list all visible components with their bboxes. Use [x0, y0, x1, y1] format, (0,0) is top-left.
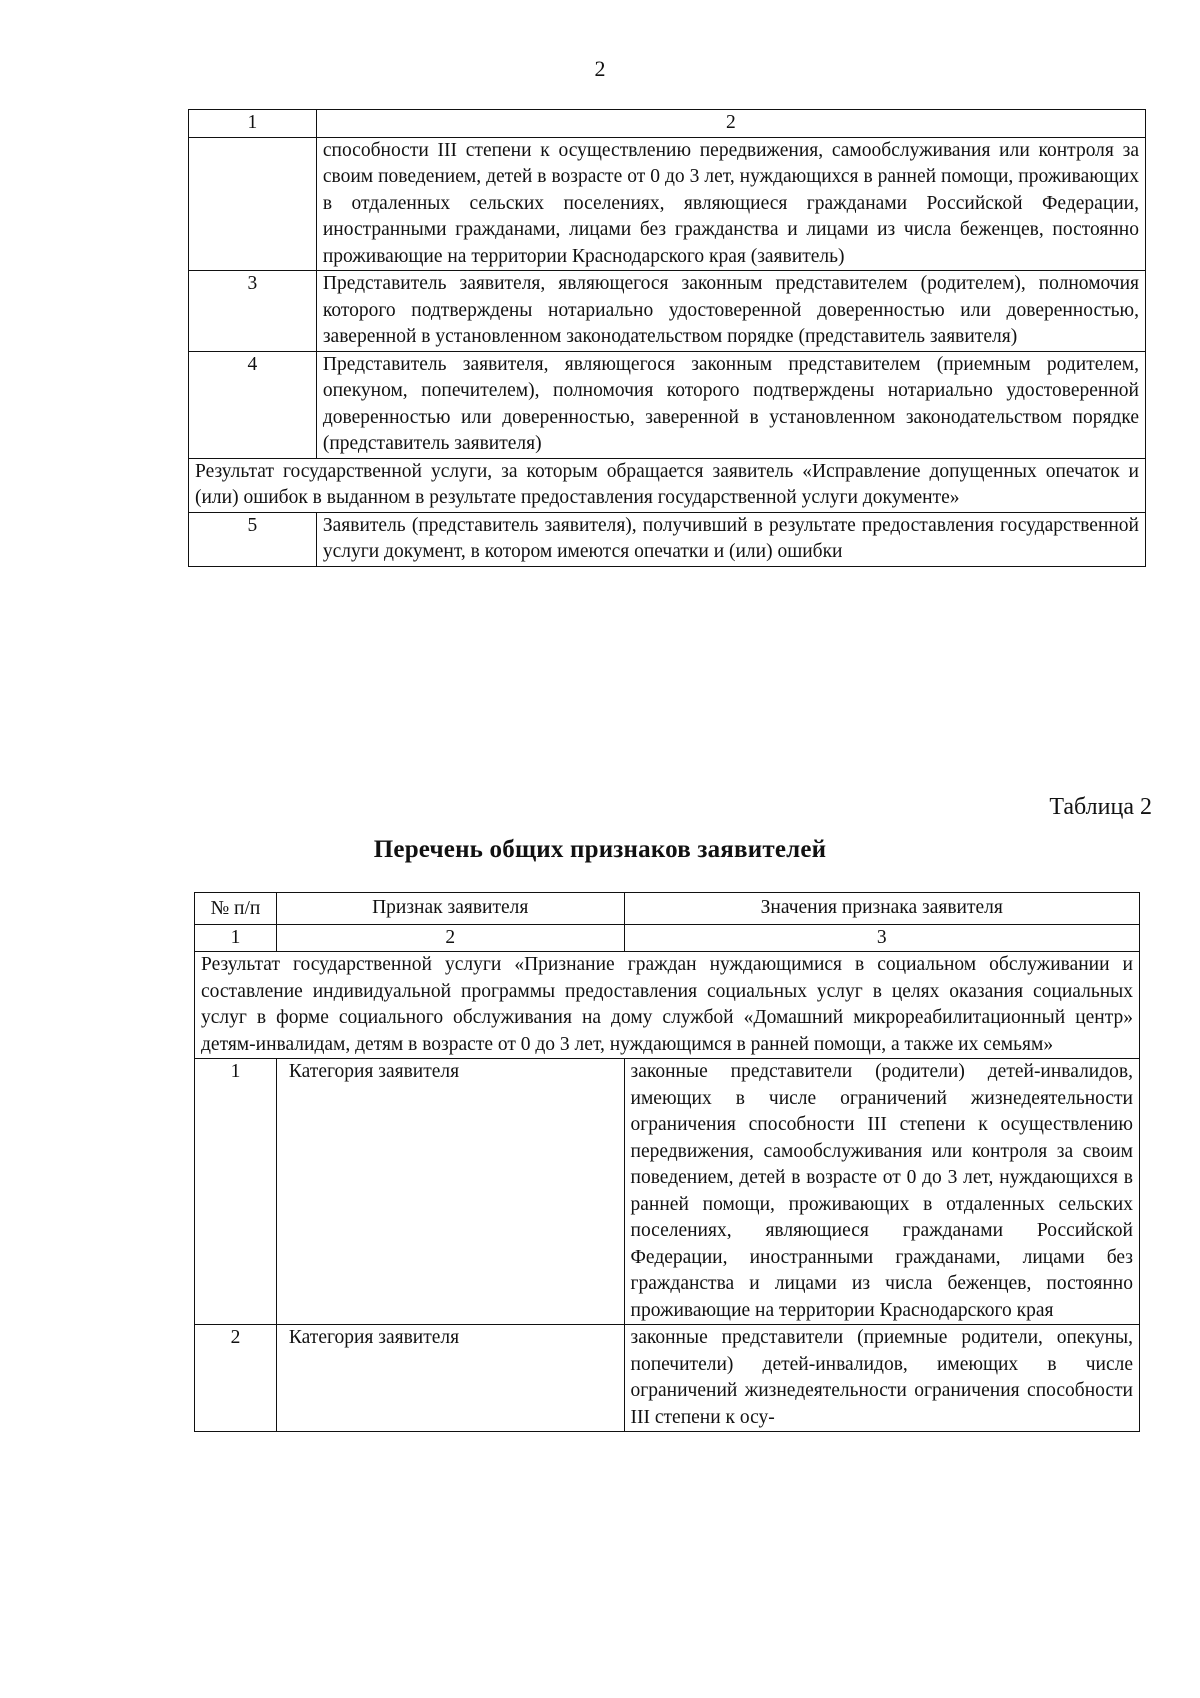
column-number-cell: 3 [624, 924, 1139, 952]
result-row [189, 458, 1146, 512]
applicant-features-table [194, 892, 1140, 1432]
table-row [195, 1059, 1140, 1325]
column-number-cell: 1 [195, 924, 277, 952]
applicants-table-continued [188, 109, 1146, 567]
result-row [195, 952, 1140, 1059]
row-number-cell: 3 [189, 271, 317, 352]
table-row [195, 1325, 1140, 1432]
table-column-numbers-row [195, 924, 1140, 952]
header-number-cell: № п/п [195, 893, 277, 925]
table-row [189, 271, 1146, 352]
result-text-cell: Результат государственной услуги «Признание граждан нуждающимися в социальном обслуживании и составление индивидуальной программы предоставления социальных услуг в целях оказания социальных услуг в форме социального обслуживания на дому службой «Домашний микрореабилитационный центр» детям-инвалидам, детям в возрасте от 0 до 3 лет, нуждающимся в ранней помощи, а также их семьям» [195, 952, 1140, 1059]
feature-cell: Категория заявителя [276, 1325, 624, 1432]
row-text-cell: Представитель заявителя, являющегося законным представителем (родителем), полномочия которого подтверждены нотариально удостоверенной доверенностью или доверенностью, заверенной в установленном законодательством порядке (представитель заявителя) [316, 271, 1145, 352]
row-number-cell: 1 [195, 1059, 277, 1325]
value-cell: законные представители (приемные родители, опекуны, попечители) детей-инвалидов, имеющих в числе ограничений жизнедеятельности ограничения способности III степени к осу- [624, 1325, 1139, 1432]
table-column-numbers-row [189, 110, 1146, 138]
table-row [189, 512, 1146, 566]
row-number-cell: 2 [195, 1325, 277, 1432]
table-row [189, 351, 1146, 458]
row-number-cell [189, 137, 317, 271]
header-value-cell: Значения признака заявителя [624, 893, 1139, 925]
row-number-cell: 4 [189, 351, 317, 458]
row-text-cell: способности III степени к осуществлению передвижения, самообслуживания или контроля за своим поведением, детей в возрасте от 0 до 3 лет, нуждающихся в ранней помощи, проживающих в отдаленных сельских поселениях, являющиеся гражданами Российской Федерации, иностранными гражданами, лицами без гражданства и лицами из числа беженцев, постоянно проживающие на территории Краснодарского края (заявитель) [316, 137, 1145, 271]
value-cell: законные представители (родители) детей-инвалидов, имеющих в числе ограничений жизнедеятельности ограничения способности III степени к осуществлению передвижения, самообслуживания или контроля за своим поведением, детей в возрасте от 0 до 3 лет, нуждающихся в ранней помощи, проживающих в отдаленных сельских поселениях, являющиеся гражданами Российской Федерации, иностранными гражданами, лицами без гражданства и лицами из числа беженцев, постоянно проживающие на территории Краснодарского края [624, 1059, 1139, 1325]
table-row [189, 137, 1146, 271]
page-number: 2 [594, 56, 606, 81]
row-text-cell: Заявитель (представитель заявителя), получивший в результате предоставления государственной услуги документ, в котором имеются опечатки и (или) ошибки [316, 512, 1145, 566]
header-feature-cell: Признак заявителя [276, 893, 624, 925]
table-label: Таблица 2 [1049, 794, 1152, 820]
result-text-cell: Результат государственной услуги, за которым обращается заявитель «Исправление допущенных опечаток и (или) ошибок в выданном в результате предоставления государственной услуги документе» [189, 458, 1146, 512]
row-text-cell: Представитель заявителя, являющегося законным представителем (приемным родителем, опекуном, попечителем), полномочия которого подтверждены нотариально удостоверенной доверенностью или доверенностью, заверенной в установленном законодательством порядке (представитель заявителя) [316, 351, 1145, 458]
column-number-cell: 2 [276, 924, 624, 952]
table-title: Перечень общих признаков заявителей [373, 836, 827, 863]
row-number-cell: 5 [189, 512, 317, 566]
column-number-cell: 2 [316, 110, 1145, 138]
feature-cell: Категория заявителя [276, 1059, 624, 1325]
table-header-row [195, 893, 1140, 925]
column-number-cell: 1 [189, 110, 317, 138]
